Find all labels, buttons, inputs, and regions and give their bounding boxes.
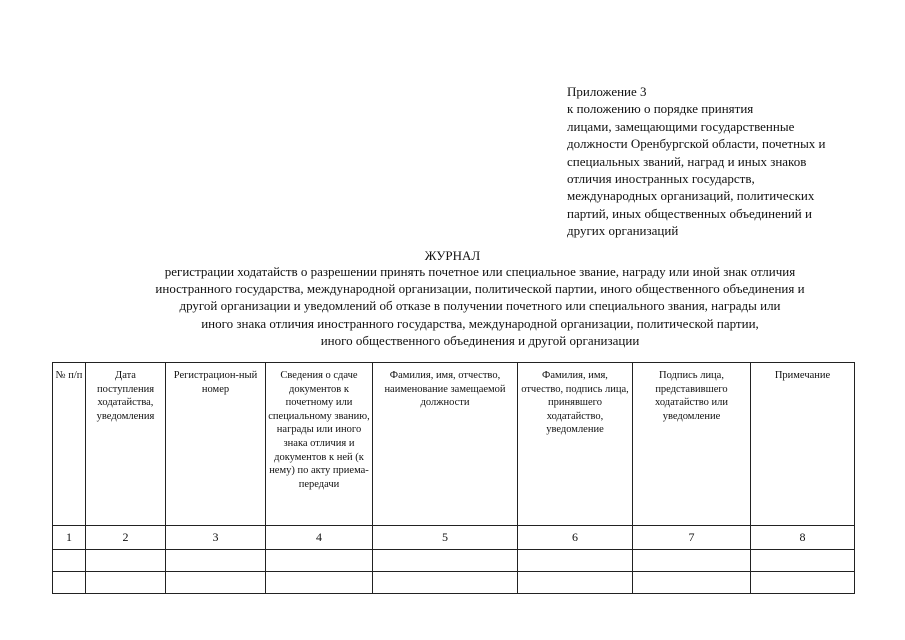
column-number: 8 [751,526,855,550]
table-cell [53,572,86,594]
journal-subtitle: регистрации ходатайств о разрешении принять почетное или специальное звание, награду или иной знак отличия иностранного государства, международной организации, политической партии, иного общественного объединения и другой организации и уведомлений об отказе в получении почетного или специального звания, награды или иного знака отличия иностранного государства, международной организации, политической партии, иного общественного объединения и другой организации [155,264,805,348]
column-number: 7 [633,526,751,550]
header-cell-number: № п/п [53,363,86,526]
table-row [53,550,855,572]
column-number: 1 [53,526,86,550]
column-number-row [53,526,855,550]
table-cell [751,550,855,572]
registration-table [52,362,855,594]
table-cell [751,572,855,594]
column-number: 5 [373,526,518,550]
table-cell [633,550,751,572]
header-cell-documents: Сведения о сдаче документов к почетному или специальному званию, награды или иного знака отличия и документов к ней (к нему) по акту приема-передачи [266,363,373,526]
table-cell [518,572,633,594]
table-cell [166,550,266,572]
column-number: 3 [166,526,266,550]
appendix-title: Приложение 3 [567,84,647,99]
table-cell [86,572,166,594]
table-cell [266,550,373,572]
journal-title: ЖУРНАЛ [424,248,481,263]
header-cell-receiver: Фамилия, имя, отчество, подпись лица, принявшего ходатайство, уведомление [518,363,633,526]
header-cell-name-position: Фамилия, имя, отчество, наименование замещаемой должности [373,363,518,526]
table-header-row [53,363,855,526]
header-cell-date: Дата поступления ходатайства, уведомления [86,363,166,526]
header-cell-reg-number: Регистрацион-ный номер [166,363,266,526]
table-cell [373,572,518,594]
table-cell [166,572,266,594]
appendix-body: к положению о порядке принятия лицами, замещающими государственные должности Оренбургской области, почетных и специальных званий, наград и иных знаков отличия иностранных государств, международных организаций, политических партий, иных общественных объединений и других организаций [567,101,826,239]
table-cell [266,572,373,594]
header-cell-note: Примечание [751,363,855,526]
column-number: 6 [518,526,633,550]
table-cell [53,550,86,572]
column-number: 2 [86,526,166,550]
table-cell [86,550,166,572]
table-cell [518,550,633,572]
table-cell [373,550,518,572]
appendix-block [567,83,887,240]
header-cell-signature: Подпись лица, представившего ходатайство или уведомление [633,363,751,526]
column-number: 4 [266,526,373,550]
table-row [53,572,855,594]
table-cell [633,572,751,594]
